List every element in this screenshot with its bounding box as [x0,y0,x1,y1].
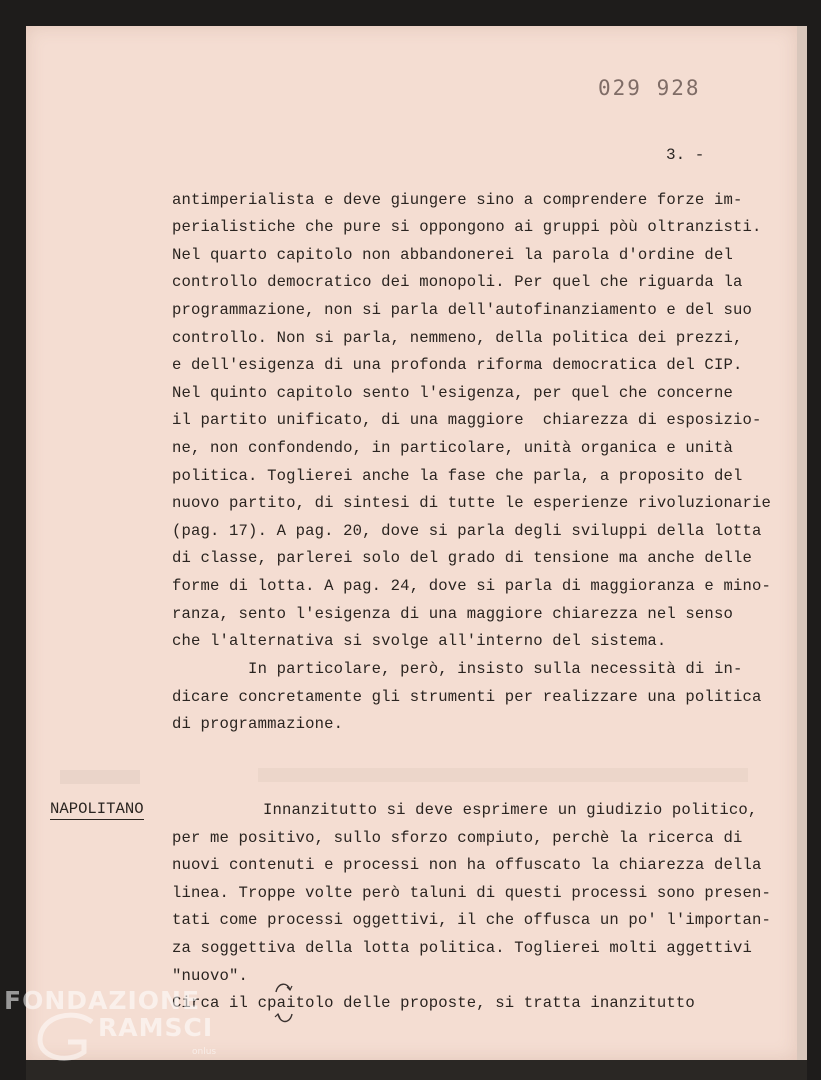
bleed-through-block [60,770,140,784]
text-line: controllo. Non si parla, nemmeno, della politica dei prezzi, [172,329,743,347]
text-line: ranza, sento l'esigenza di una maggiore chiarezza nel senso [172,605,733,623]
watermark-line1: FONDAZIONE [4,986,201,1015]
bleed-through-block [258,768,748,782]
text-line: per me positivo, sullo sforzo compiuto, perchè la ricerca di [172,829,743,847]
text-line: perialistiche che pure si oppongono ai gruppi pòù oltranzisti. [172,218,762,236]
text-line: di programmazione. [172,715,344,733]
text-line: In particolare, però, insisto sulla necessità di in- [172,660,743,678]
text-line: forme di lotta. A pag. 24, dove si parla di maggioranza e mino- [172,577,771,595]
text-line: tati come processi oggettivi, il che offusca un po' l'importan- [172,911,771,929]
text-line: "nuovo". [172,967,249,985]
text-line: (pag. 17). A pag. 20, dove si parla degli sviluppi della lotta [172,522,762,540]
text-line: controllo democratico dei monopoli. Per quel che riguarda la [172,273,743,291]
watermark-line2: RAMSCI [98,1013,214,1042]
document-page [26,26,797,1060]
page-edge [797,26,807,1060]
text-line: programmazione, non si parla dell'autofinanziamento e del suo [172,301,752,319]
page-number: 3. - [666,146,705,164]
text-line: Nel quarto capitolo non abbandonerei la parola d'ordine del [172,246,733,264]
watermark-small: onlus [192,1047,217,1057]
page-bottom-edge [26,1060,807,1080]
text-line: nuovo partito, di sintesi di tutte le esperienze rivoluzionarie [172,494,771,512]
text-line: e dell'esigenza di una profonda riforma democratica del CIP. [172,356,743,374]
fondazione-gramsci-watermark [4,986,217,1057]
watermark-g-swirl-icon [34,1012,98,1064]
speaker-name: NAPOLITANO [50,800,144,818]
text-line: linea. Troppe volte però taluni di questi processi sono presen- [172,884,771,902]
text-line: za soggettiva della lotta politica. Toglierei molti aggettivi [172,939,752,957]
text-line: Innanzitutto si deve esprimere un giudizio politico, [263,801,758,819]
text-line: dicare concretamente gli strumenti per realizzare una politica [172,688,762,706]
text-line: politica. Toglierei anche la fase che parla, a proposito del [172,467,743,485]
text-line: il partito unificato, di una maggiore chiarezza di esposizio- [172,411,762,429]
text-line: Nel quinto capitolo sento l'esigenza, per quel che concerne [172,384,733,402]
text-line: che l'alternativa si svolge all'interno del sistema. [172,632,667,650]
archive-number: 029 928 [598,76,701,100]
text-line: Circa il cpaitolo delle proposte, si tratta inanzitutto [172,994,695,1012]
text-line: antimperialista e deve giungere sino a comprendere forze im- [172,191,743,209]
text-line: ne, non confondendo, in particolare, unità organica e unità [172,439,733,457]
handwritten-transposition-mark [270,980,300,1026]
text-line: di classe, parlerei solo del grado di tensione ma anche delle [172,549,752,567]
text-line: nuovi contenuti e processi non ha offuscato la chiarezza della [172,856,762,874]
